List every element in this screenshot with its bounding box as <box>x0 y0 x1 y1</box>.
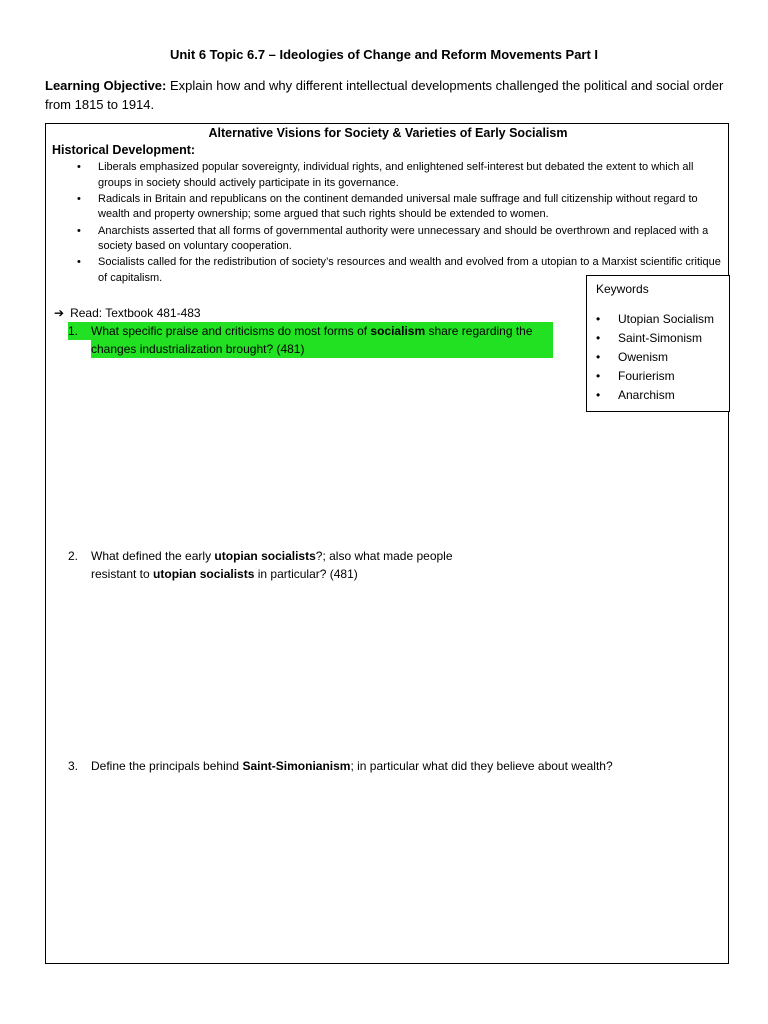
list-item: • Liberals emphasized popular sovereignty, individual rights, and enlightened self-interest but debated the extent to which all groups in society should actively participate in its governance. <box>74 160 724 191</box>
keyword-item: • Anarchism <box>596 386 714 405</box>
list-item: • Socialists called for the redistribution of society’s resources and wealth and evolved from a utopian to a Marxist scientific critique of capitalism. <box>74 255 724 286</box>
keyword-item: • Owenism <box>596 348 714 367</box>
question-1 <box>68 322 548 358</box>
keyword-item: • Fourierism <box>596 367 714 386</box>
question-text: What defined the early utopian socialists?; also what made people resistant to utopian socialists in particular? (481) <box>91 549 453 581</box>
question-number: 3. <box>68 759 79 773</box>
reading-assignment <box>54 306 201 320</box>
historical-development-heading: Historical Development: <box>52 143 196 157</box>
question-2 <box>68 547 488 583</box>
list-item: • Anarchists asserted that all forms of governmental authority were unnecessary and should be overthrown and replaced with a society based on voluntary cooperation. <box>74 224 724 255</box>
question-text: What specific praise and criticisms do most forms of socialism share regarding the changes industrialization brought? (481) <box>91 322 553 358</box>
objective-text: Explain how and why different intellectual developments challenged the political and social order from 1815 to 1914. <box>45 78 724 112</box>
question-3 <box>68 757 708 775</box>
question-number: 2. <box>68 549 79 563</box>
keyword-item: • Utopian Socialism <box>596 310 714 329</box>
keywords-title: Keywords <box>596 282 649 296</box>
keywords-box <box>586 275 730 412</box>
objective-label: Learning Objective: <box>45 78 167 93</box>
question-text: Define the principals behind Saint-Simonianism; in particular what did they believe about wealth? <box>91 759 613 773</box>
learning-objective <box>45 76 735 114</box>
arrow-right-icon: ➔ <box>54 306 65 320</box>
question-number: 1. <box>68 322 91 340</box>
keywords-list <box>596 310 714 405</box>
historical-development-list <box>74 160 724 287</box>
content-frame <box>45 123 729 964</box>
reading-text: Read: Textbook 481-483 <box>70 306 201 320</box>
list-item: • Radicals in Britain and republicans on the continent demanded universal male suffrage and full citizenship without regard to wealth and property ownership; some argued that such rights should be extended to women. <box>74 192 724 223</box>
section-heading: Alternative Visions for Society & Varieties of Early Socialism <box>208 126 568 140</box>
keyword-item: • Saint-Simonism <box>596 329 714 348</box>
page-title: Unit 6 Topic 6.7 – Ideologies of Change and Reform Movements Part I <box>169 47 599 62</box>
